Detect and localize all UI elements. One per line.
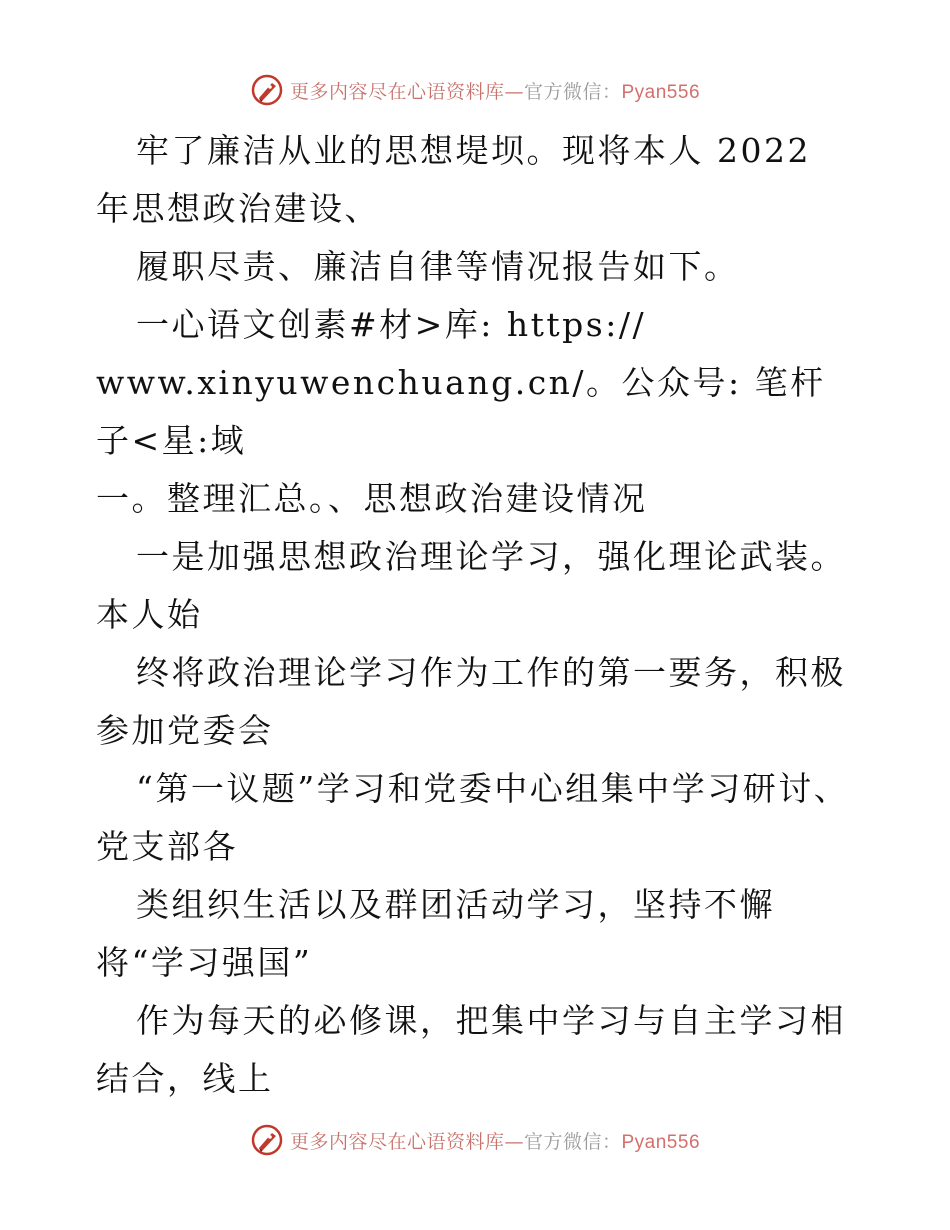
footer-banner [0, 1120, 950, 1160]
document-body [96, 122, 856, 1108]
body-paragraph-5: 一。整理汇总。、思想政治建设情况 [96, 479, 648, 518]
header-banner [0, 70, 950, 110]
header-banner-wechat-id: Pyan556 [621, 81, 701, 103]
header-banner-wechat-label: 官方微信： [523, 80, 622, 103]
header-banner-separator: — [504, 80, 524, 103]
footer-banner-wechat-label: 官方微信： [523, 1130, 622, 1153]
footer-banner-wechat-id: Pyan556 [621, 1131, 701, 1153]
body-paragraph-2: 履职尽责、廉洁自律等情况报告如下。 [136, 247, 740, 286]
body-paragraph-7: 终将政治理论学习作为工作的第一要务，积极参加党委会 [96, 653, 846, 750]
pen-nib-logo-icon [250, 73, 284, 107]
body-paragraph-4: www.xinyuwenchuang.cn/。公众号: 笔杆子<星:域 [96, 363, 826, 460]
header-banner-title: 更多内容尽在心语资料库 [289, 80, 505, 103]
footer-banner-separator: — [504, 1130, 524, 1153]
footer-banner-title: 更多内容尽在心语资料库 [289, 1130, 505, 1153]
body-paragraph-3: 一心语文创素#材>库: https:// [136, 305, 647, 344]
body-paragraph-9: 类组织生活以及群团活动学习，坚持不懈将“学习强国” [96, 885, 775, 982]
footer-banner-text [290, 1127, 700, 1154]
header-banner-text [290, 77, 700, 104]
body-paragraph-8: “第一议题”学习和党委中心组集中学习研讨、党支部各 [96, 769, 850, 866]
pen-nib-logo-icon [250, 1123, 284, 1157]
body-paragraph-10: 作为每天的必修课，把集中学习与自主学习相结合，线上 [96, 1001, 846, 1098]
body-paragraph-6: 一是加强思想政治理论学习，强化理论武装。本人始 [96, 537, 846, 634]
body-paragraph-1: 牢了廉洁从业的思想堤坝。现将本人 2022 年思想政治建设、 [96, 131, 811, 228]
